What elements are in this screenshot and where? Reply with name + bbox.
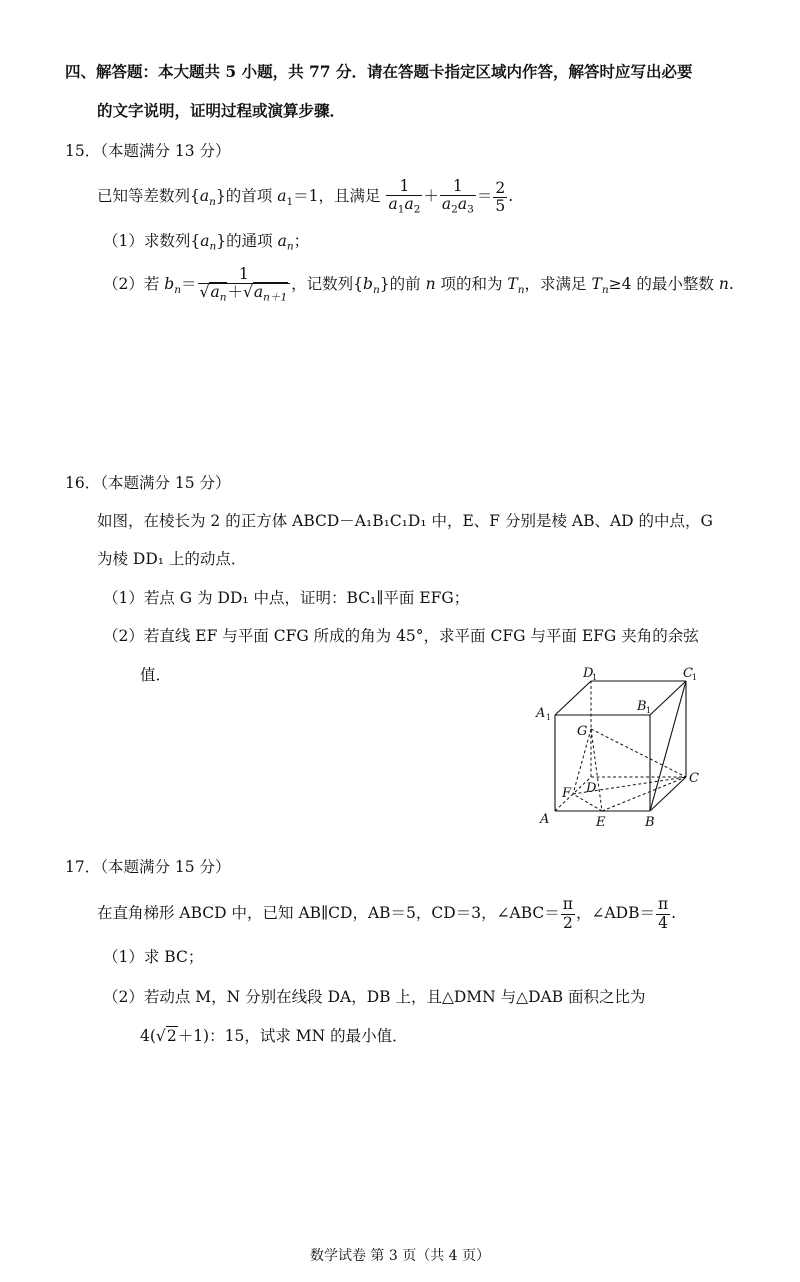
label-D1: D (583, 666, 594, 681)
label-A1-sub: 1 (546, 713, 552, 722)
segment-G-E (591, 729, 602, 811)
q17-part2: （2）若动点 M，N 分别在线段 DA，DB 上，且△DMN 与△DAB 面积之比为 (103, 988, 646, 1006)
q16-stem-line2: 为棱 DD₁ 上的动点． (97, 550, 247, 568)
q15-part2: （2）若 $b_n=$ $\frac{1}{√a_n+√a_{n+1}}$ ，记数列$\{b_n\}$的前 n 项的和为 $T_n$，求满足 $T_n\ge 4$ 的最小整数 n. (103, 265, 734, 304)
fraction-2-over-5: $\frac{2}{5}$ (495, 178, 506, 215)
label-D1-sub: 1 (592, 673, 598, 682)
segment-E-C (602, 777, 686, 811)
q16-part1: （1）若点 G 为 DD₁ 中点，证明：BC₁∥平面 EFG； (103, 589, 470, 607)
fraction-bn: $\frac{1}{√a_n+√a_{n+1}}$ (198, 266, 291, 304)
q17-header: 17．（本题满分 15 分） (65, 858, 231, 876)
q15-header: 15．（本题满分 13 分） (65, 142, 231, 160)
fraction-pi-over-2: $\frac{\pi}{2}$ (562, 895, 573, 932)
label-C: C (689, 771, 699, 786)
q16-part2-cont: 值． (140, 666, 172, 684)
label-B1-sub: 1 (646, 706, 652, 715)
edge-B1-C1 (650, 681, 686, 715)
label-A: A (540, 812, 550, 827)
label-F: F (562, 786, 572, 801)
q16-header: 16．（本题满分 15 分） (65, 474, 231, 492)
section-heading-line2: 的文字说明，证明过程或演算步骤． (97, 101, 346, 120)
fraction-1-over-a2a3: $\frac{1}{a_2a_3}$ (441, 177, 474, 216)
fraction-pi-over-4: $\frac{\pi}{4}$ (657, 895, 669, 932)
q16-stem-line1: 如图，在棱长为 2 的正方体 ABCD－A₁B₁C₁D₁ 中，E、F 分别是棱 AB、AD 的中点，G (97, 512, 713, 530)
segment-B-C1 (650, 681, 686, 811)
label-G: G (577, 724, 588, 739)
cube-figure (530, 665, 710, 835)
q17-part2-cont: 4(√2＋1)：15，试求 MN 的最小值． (140, 1027, 408, 1045)
label-E: E (596, 815, 606, 830)
q17-part1: （1）求 BC； (103, 948, 204, 966)
label-D: D (586, 781, 597, 796)
q16-part2: （2）若直线 EF 与平面 CFG 所成的角为 45°，求平面 CFG 与平面 EFG 夹角的余弦 (103, 627, 699, 645)
section-heading-line1: 四、解答题：本大题共 5 小题，共 77 分．请在答题卡指定区域内作答，解答时应写出必要 (65, 62, 693, 81)
q17-stem: 在直角梯形 ABCD 中，已知 AB∥CD，AB＝5，CD＝3，∠ABC＝ $\frac{\pi}{2}$ ，∠ADB＝ $\frac{\pi}{4}$ . (97, 895, 677, 932)
label-B: B (645, 815, 655, 830)
segment-E-F (573, 794, 602, 811)
edge-A1-D1 (555, 681, 591, 715)
label-C1-sub: 1 (692, 673, 698, 682)
label-C1: C (683, 666, 693, 681)
page-footer: 数学试卷 第 3 页（共 4 页） (309, 1248, 491, 1264)
fraction-1-over-a1a2: $\frac{1}{a_1a_2}$ (388, 177, 421, 216)
label-A1: A (536, 706, 546, 721)
segment-G-C (591, 729, 686, 777)
label-B1: B (637, 699, 647, 714)
q15-part1: （1）求数列$\{a_n\}$的通项 $a_n$； (103, 232, 310, 253)
q15-stem: 已知等差数列$\{a_n\}$的首项 $a_1=1$，且满足 $\frac{1}{a_1a_2}$ ＋ $\frac{1}{a_2a_3}$ ＝ $\frac{2}{5}$ . (97, 177, 514, 216)
